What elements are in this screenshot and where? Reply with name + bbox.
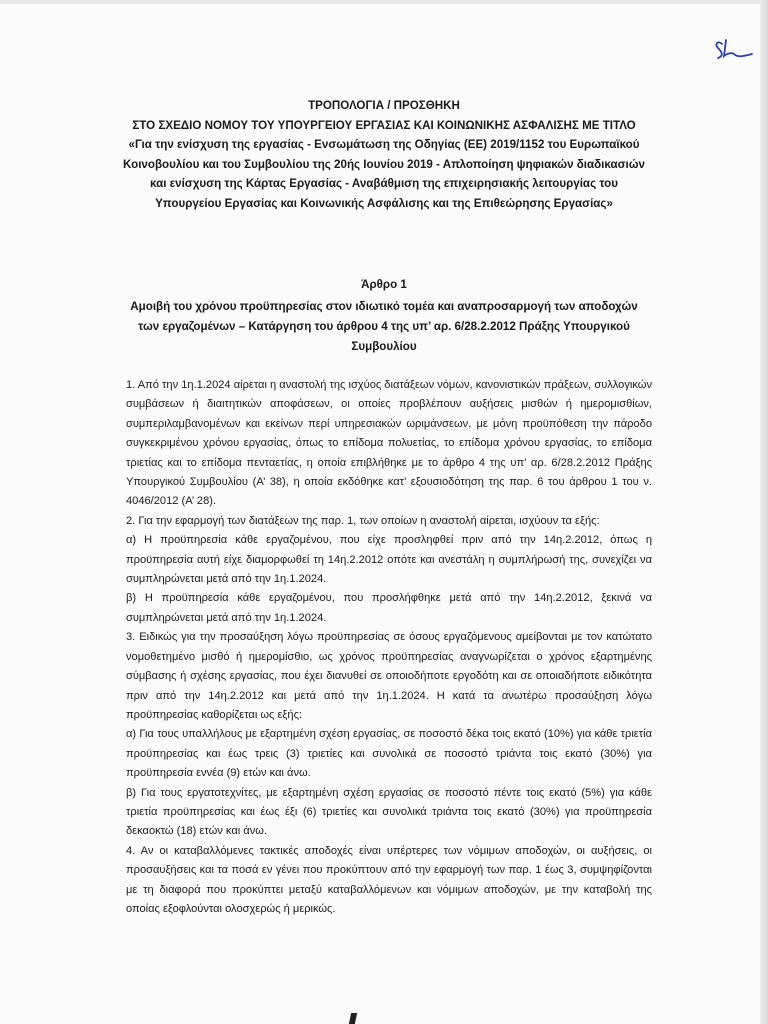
paragraph-2a: α) Η προϋπηρεσία κάθε εργαζομένου, που είχε προσληφθεί πριν από την 14η.2.2012, όπως η προϋπηρεσία αυτή είχε διαμορφωθεί τη 14η.2.2012 οπότε και ανεστάλη η συμπλήρωσή της, συνεχίζει να συμπληρώνεται μετά από την 1η.1.2024. (126, 534, 652, 586)
paragraph-2b: β) Η προϋπηρεσία κάθε εργαζομένου, που προσλήφθηκε μετά από την 14η.2.2012, ξεκινά να συμπληρώνεται μετά από την 1η.1.2024. (126, 592, 652, 624)
bill-reference-line: ΣΤΟ ΣΧΕΔΙΟ ΝΟΜΟΥ ΤΟΥ ΥΠΟΥΡΓΕΙΟΥ ΕΡΓΑΣΙΑΣ ΚΑΙ ΚΟΙΝΩΝΙΚΗΣ ΑΣΦΑΛΙΣΗΣ ΜΕ ΤΙΤΛΟ (132, 118, 636, 132)
article-heading (120, 275, 648, 357)
article-title: Αμοιβή του χρόνου προϋπηρεσίας στον ιδιωτικό τομέα και αναπροσαρμογή των αποδοχών των εργαζομένων – Κατάργηση του άρθρου 4 της υπ’ αρ. 6/28.2.2012 Πράξης Υπουργικού Συμβουλίου (130, 300, 638, 353)
document-header (120, 96, 648, 213)
page-right-edge (760, 0, 768, 1024)
page-bottom-mark (349, 1013, 357, 1024)
paragraph-3: 3. Ειδικώς για την προσαύξηση λόγω προϋπηρεσίας σε όσους εργαζόμενους αμείβονται με τον κατώτατο νομοθετημένο μισθό ή ημερομίσθιο, ως χρόνος προϋπηρεσίας αναγνωρίζεται ο χρόνος εξαρτημένης σύμβασης ή σχέσης εργασίας, που έχει διανυθεί σε οποιοδήποτε εργοδότη και σε οποιαδήποτε ειδικότητα πριν από την 14η.2.2012 και μετά από την 1η.1.2024. Η κατά τα ανωτέρω προσαύξηση λόγω προϋπηρεσίας καθορίζεται ως εξής: (126, 631, 652, 721)
paragraph-4: 4. Αν οι καταβαλλόμενες τακτικές αποδοχές είναι υπέρτερες των νόμιμων αποδοχών, οι αυξήσεις, οι προσαυξήσεις και τα ποσά εν γένει που προκύπτουν από την εφαρμογή των παρ. 1 έως 3, συμψηφίζονται με τη διαφορά που προκύπτει μεταξύ καταβαλλόμενων και νόμιμων αποδοχών, με την καταβολή της οποίας εξοφλούνται ολοσχερώς ή μερικώς. (126, 844, 652, 915)
article-number: Άρθρο 1 (361, 278, 407, 291)
handwritten-initials (712, 34, 756, 64)
amendment-heading: ΤΡΟΠΟΛΟΓΙΑ / ΠΡΟΣΘΗΚΗ (308, 99, 460, 112)
bill-title: «Για την ενίσχυση της εργασίας - Ενσωμάτωση της Οδηγίας (ΕΕ) 2019/1152 του Ευρωπαϊκού Κοινοβουλίου και του Συμβουλίου της 20ής Ιουνίου 2019 - Απλοποίηση ψηφιακών διαδικασιών και ενίσχυση της Κάρτας Εργασίας - Αναβάθμιση της επιχειρησιακής λειτουργίας του Υπουργείου Εργασίας και Κοινωνικής Ασφάλισης και της Επιθεώρησης Εργασίας» (123, 138, 645, 210)
article-body (126, 376, 652, 919)
page-top-edge (0, 0, 768, 4)
paragraph-3a: α) Για τους υπαλλήλους με εξαρτημένη σχέση εργασίας, σε ποσοστό δέκα τοις εκατό (10%) για κάθε τριετία προϋπηρεσίας και έως τρεις (3) τριετίες και συνολικά σε ποσοστό τριάντα τοις εκατό (30%) για προϋπηρεσία εννέα (9) ετών και άνω. (126, 728, 652, 780)
paragraph-2: 2. Για την εφαρμογή των διατάξεων της παρ. 1, των οποίων η αναστολή αίρεται, ισχύουν τα εξής: (126, 514, 600, 527)
paragraph-3b: β) Για τους εργατοτεχνίτες, με εξαρτημένη σχέση εργασίας σε ποσοστό πέντε τοις εκατό (5%) για κάθε τριετία προϋπηρεσίας και έως έξι (6) τριετίες και συνολικά τριάντα τοις εκατό (30%) για προϋπηρεσία δεκαοκτώ (18) ετών και άνω. (126, 786, 652, 838)
paragraph-1: 1. Από την 1η.1.2024 αίρεται η αναστολή της ισχύος διατάξεων νόμων, κανονιστικών πράξεων, συλλογικών συμβάσεων ή διαιτητικών αποφάσεων, οι οποίες προβλέπουν αυξήσεις μισθών ή ημερομισθίων, συμπεριλαμβανομένων και εκείνων περί υπηρεσιακών ωριμάνσεων, με μόνη προϋπόθεση την πάροδο συγκεκριμένου χρόνου εργασίας, όπως το επίδομα πολυετίας, το επίδομα χρόνου εργασίας, το επίδομα τριετίας και το επίδομα πενταετίας, η οποία επιβλήθηκε με το άρθρο 4 της υπ’ αρ. 6/28.2.2012 Πράξης Υπουργικού Συμβουλίου (Α’ 38), η οποία εκδόθηκε κατ’ εξουσιοδότηση της παρ. 6 του άρθρου 1 του ν. 4046/2012 (Α’ 28). (126, 379, 652, 508)
